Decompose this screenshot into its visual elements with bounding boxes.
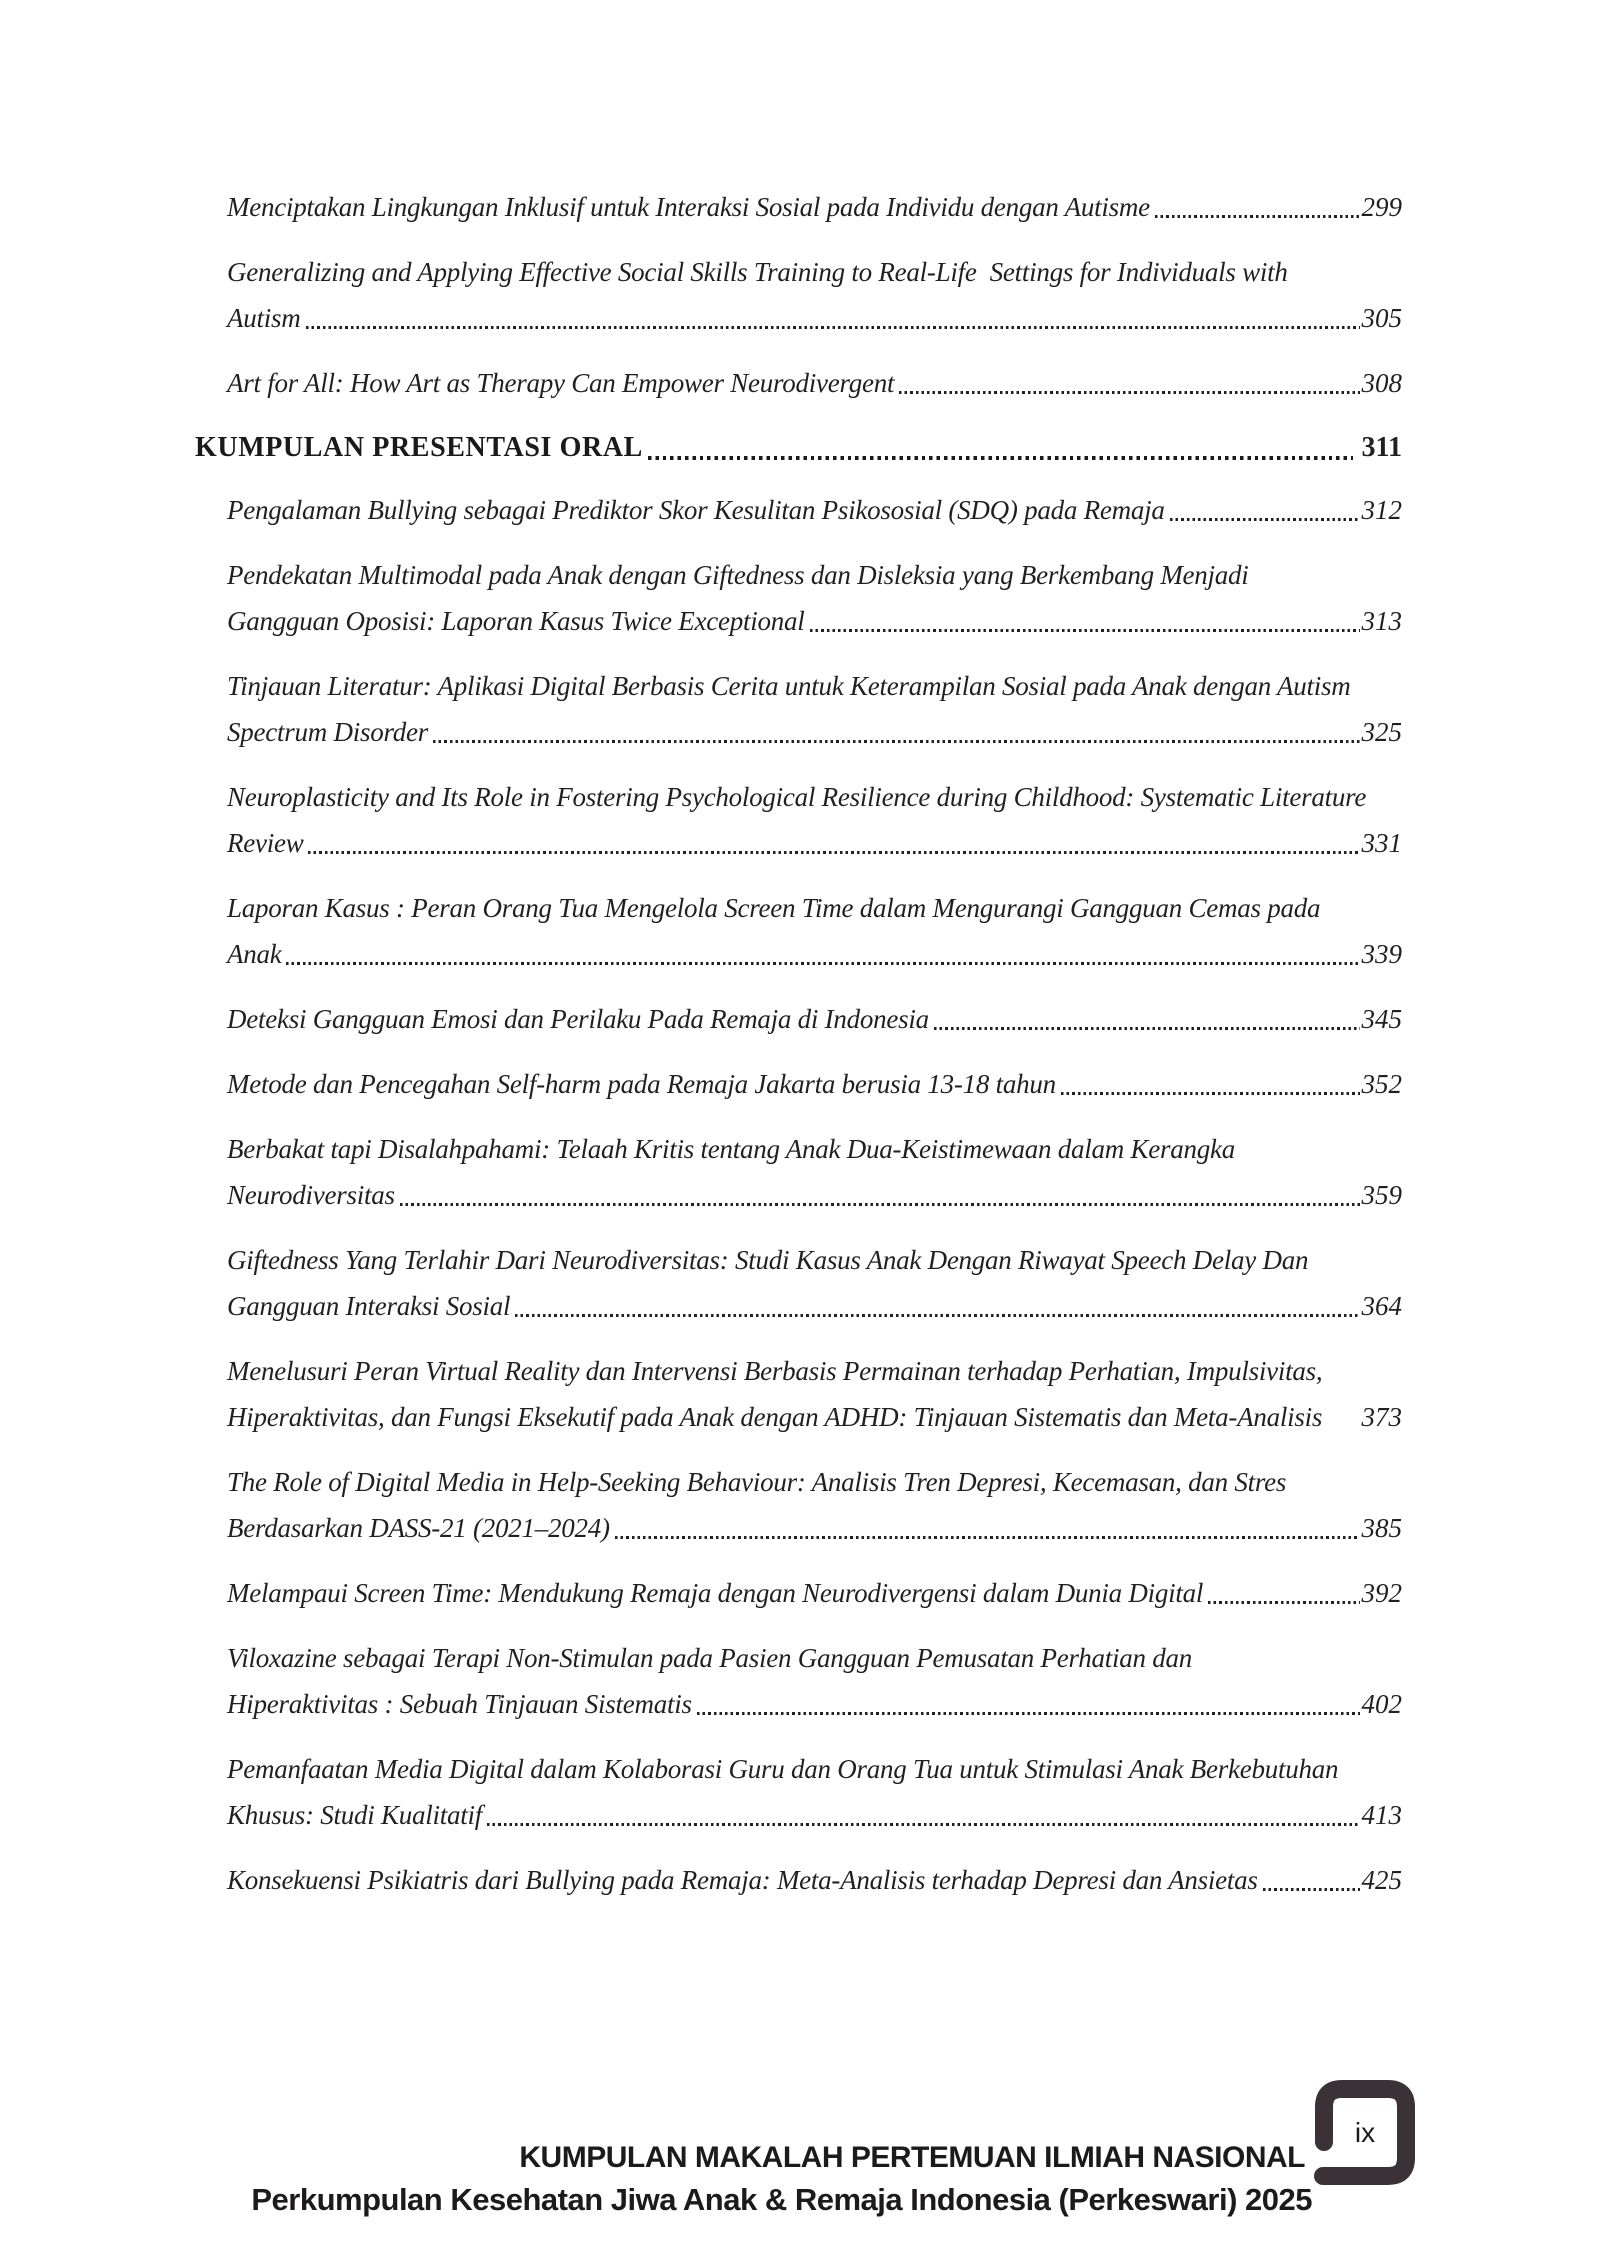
- toc-entry: [227, 885, 1402, 977]
- toc-entry: [227, 996, 1402, 1042]
- toc-entry-title[interactable]: Neurodiversitas: [227, 1180, 395, 1210]
- toc-page-number[interactable]: 352: [1361, 1069, 1402, 1099]
- toc-line: [227, 885, 1402, 931]
- toc-page-number[interactable]: 299: [1361, 192, 1402, 222]
- toc-page-number[interactable]: 313: [1361, 606, 1402, 636]
- toc-entry: [227, 1061, 1402, 1107]
- toc-entry-title[interactable]: Menelusuri Peran Virtual Reality dan Intervensi Berbasis Permainan terhadap Perhatian, Impulsivitas,: [227, 1356, 1323, 1386]
- toc-page-number[interactable]: 359: [1361, 1180, 1402, 1210]
- toc-line: [227, 1237, 1402, 1283]
- dotted-leader: [1263, 1857, 1360, 1903]
- toc-entry-title[interactable]: Giftedness Yang Terlahir Dari Neurodiversitas: Studi Kasus Anak Dengan Riwayat Speech Delay Dan: [227, 1245, 1309, 1275]
- toc-entry-title[interactable]: Pendekatan Multimodal pada Anak dengan Giftedness dan Disleksia yang Berkembang Menjadi: [227, 560, 1249, 590]
- toc-entry-title[interactable]: Konsekuensi Psikiatris dari Bullying pada Remaja: Meta-Analisis terhadap Depresi dan Ansietas: [227, 1865, 1258, 1895]
- toc-line: [227, 598, 1402, 644]
- toc-entry: [227, 1459, 1402, 1551]
- toc-line: [227, 1570, 1402, 1616]
- toc-page-number[interactable]: 373: [1361, 1402, 1402, 1432]
- toc-page-number[interactable]: 305: [1361, 303, 1402, 333]
- toc-entry: [227, 1857, 1402, 1903]
- toc-entry-title[interactable]: Viloxazine sebagai Terapi Non-Stimulan pada Pasien Gangguan Pemusatan Perhatian dan: [227, 1643, 1192, 1673]
- toc-entry-title[interactable]: Melampaui Screen Time: Mendukung Remaja dengan Neurodivergensi dalam Dunia Digital: [227, 1578, 1204, 1608]
- toc-section-header: [195, 425, 1402, 471]
- toc-entry-title[interactable]: Pengalaman Bullying sebagai Prediktor Skor Kesulitan Psikososial (SDQ) pada Remaja: [227, 495, 1165, 525]
- toc-entry: [227, 184, 1402, 230]
- dotted-leader: [615, 1505, 1360, 1551]
- toc-line: [227, 487, 1402, 533]
- toc-entry: [227, 663, 1402, 755]
- toc-line: [227, 1746, 1402, 1792]
- toc-entry-title[interactable]: Gangguan Interaksi Sosial: [227, 1291, 511, 1321]
- dotted-leader: [648, 425, 1353, 471]
- toc-entry-title[interactable]: Berdasarkan DASS-21 (2021–2024): [227, 1513, 610, 1543]
- toc-entry: [227, 1746, 1402, 1838]
- toc-page-number[interactable]: 385: [1361, 1513, 1402, 1543]
- footer-title: KUMPULAN MAKALAH PERTEMUAN ILMIAH NASIONAL: [519, 2141, 1305, 2174]
- dotted-leader: [515, 1283, 1359, 1329]
- toc-entry-title[interactable]: Metode dan Pencegahan Self-harm pada Remaja Jakarta berusia 13-18 tahun: [227, 1069, 1056, 1099]
- toc-entry-title[interactable]: Laporan Kasus : Peran Orang Tua Mengelola Screen Time dalam Mengurangi Gangguan Cemas pada: [227, 893, 1321, 923]
- toc-entry: [227, 1126, 1402, 1218]
- toc-line: [227, 774, 1402, 820]
- toc-page-number[interactable]: 339: [1361, 939, 1402, 969]
- toc-entry-title[interactable]: Generalizing and Applying Effective Social Skills Training to Real-Life Settings for Individuals with: [227, 257, 1288, 287]
- dotted-leader: [934, 996, 1360, 1042]
- toc-page-number[interactable]: 345: [1361, 1004, 1402, 1034]
- toc-line: [227, 820, 1402, 866]
- toc-page-number[interactable]: 364: [1361, 1291, 1402, 1321]
- dotted-leader: [810, 598, 1360, 644]
- toc-line: [227, 709, 1402, 755]
- toc-line: [227, 360, 1402, 406]
- dotted-leader: [899, 360, 1359, 406]
- toc-entry-title[interactable]: Review: [227, 828, 304, 858]
- toc-line: [227, 1792, 1402, 1838]
- dotted-leader: [1208, 1570, 1359, 1616]
- toc-page-number[interactable]: 402: [1361, 1689, 1402, 1719]
- toc-line: [227, 1635, 1402, 1681]
- page-number-badge: [1315, 2080, 1415, 2185]
- toc-line: [227, 552, 1402, 598]
- toc-page-number[interactable]: 325: [1361, 717, 1402, 747]
- toc-line: [227, 184, 1402, 230]
- toc-line: [227, 1126, 1402, 1172]
- dotted-leader: [1061, 1061, 1360, 1107]
- toc-entry-title[interactable]: KUMPULAN PRESENTASI ORAL: [195, 432, 643, 463]
- toc-entry: [227, 1348, 1402, 1440]
- toc-line: [227, 1857, 1402, 1903]
- toc-entry-title[interactable]: Berbakat tapi Disalahpahami: Telaah Kritis tentang Anak Dua-Keistimewaan dalam Kerangka: [227, 1134, 1235, 1164]
- dotted-leader: [1327, 1394, 1359, 1440]
- dotted-leader: [487, 1792, 1359, 1838]
- toc-line: [227, 663, 1402, 709]
- toc-entry-title[interactable]: Hiperaktivitas, dan Fungsi Eksekutif pada Anak dengan ADHD: Tinjauan Sistematis dan Meta-Analisis: [227, 1402, 1323, 1432]
- toc-entry-title[interactable]: Tinjauan Literatur: Aplikasi Digital Berbasis Cerita untuk Keterampilan Sosial pada Anak dengan Autism: [227, 671, 1351, 701]
- toc-entry-title[interactable]: Khusus: Studi Kualitatif: [227, 1800, 483, 1830]
- dotted-leader: [1170, 487, 1360, 533]
- toc-line: [227, 996, 1402, 1042]
- toc-page-number[interactable]: 425: [1361, 1865, 1402, 1895]
- toc-line: [227, 249, 1402, 295]
- toc-entry-title[interactable]: Spectrum Disorder: [227, 717, 428, 747]
- page-number: ix: [1354, 2117, 1376, 2148]
- toc-page-number[interactable]: 312: [1361, 495, 1402, 525]
- toc-entry-title[interactable]: Art for All: How Art as Therapy Can Empower Neurodivergent: [227, 368, 895, 398]
- toc-entry: [227, 552, 1402, 644]
- dotted-leader: [1155, 184, 1360, 230]
- toc-entry: [227, 249, 1402, 341]
- toc-entry-title[interactable]: The Role of Digital Media in Help-Seeking Behaviour: Analisis Tren Depresi, Kecemasan, dan Stres: [227, 1467, 1287, 1497]
- toc-entry: [227, 360, 1402, 406]
- toc-page-number[interactable]: 331: [1361, 828, 1402, 858]
- toc-line: [227, 1348, 1402, 1394]
- toc-line: [195, 425, 1402, 471]
- toc-line: [227, 931, 1402, 977]
- dotted-leader: [306, 295, 1360, 341]
- toc-page-number[interactable]: 413: [1361, 1800, 1402, 1830]
- toc-line: [227, 1172, 1402, 1218]
- toc-entry-title[interactable]: Deteksi Gangguan Emosi dan Perilaku Pada Remaja di Indonesia: [227, 1004, 929, 1034]
- toc-line: [227, 1681, 1402, 1727]
- toc-line: [227, 295, 1402, 341]
- toc-entry-title[interactable]: Menciptakan Lingkungan Inklusif untuk Interaksi Sosial pada Individu dengan Autisme: [227, 192, 1150, 222]
- toc-entry-title[interactable]: Autism: [227, 303, 301, 333]
- table-of-contents: [195, 184, 1402, 1922]
- dotted-leader: [400, 1172, 1360, 1218]
- toc-page-number[interactable]: 311: [1361, 432, 1402, 463]
- dotted-leader: [308, 820, 1359, 866]
- dotted-leader: [697, 1681, 1360, 1727]
- toc-entry: [227, 487, 1402, 533]
- toc-line: [227, 1061, 1402, 1107]
- toc-page-number[interactable]: 392: [1361, 1578, 1402, 1608]
- toc-line: [227, 1394, 1402, 1440]
- toc-line: [227, 1505, 1402, 1551]
- toc-entry-title[interactable]: Neuroplasticity and Its Role in Fostering Psychological Resilience during Childhood: Systematic Literature: [227, 782, 1367, 812]
- toc-entry-title[interactable]: Anak: [227, 939, 282, 969]
- toc-entry: [227, 1635, 1402, 1727]
- footer-subtitle: Perkumpulan Kesehatan Jiwa Anak & Remaja Indonesia (Perkeswari) 2025: [251, 2182, 1312, 2217]
- toc-entry: [227, 1570, 1402, 1616]
- toc-entry: [227, 774, 1402, 866]
- toc-page-number[interactable]: 308: [1361, 368, 1402, 398]
- toc-line: [227, 1283, 1402, 1329]
- dotted-leader: [433, 709, 1360, 755]
- toc-entry: [227, 1237, 1402, 1329]
- dotted-leader: [286, 931, 1359, 977]
- toc-entry-title[interactable]: Gangguan Oposisi: Laporan Kasus Twice Exceptional: [227, 606, 805, 636]
- toc-entry-title[interactable]: Hiperaktivitas : Sebuah Tinjauan Sistematis: [227, 1689, 692, 1719]
- toc-line: [227, 1459, 1402, 1505]
- toc-entry-title[interactable]: Pemanfaatan Media Digital dalam Kolaborasi Guru dan Orang Tua untuk Stimulasi Anak Berkebutuhan: [227, 1754, 1339, 1784]
